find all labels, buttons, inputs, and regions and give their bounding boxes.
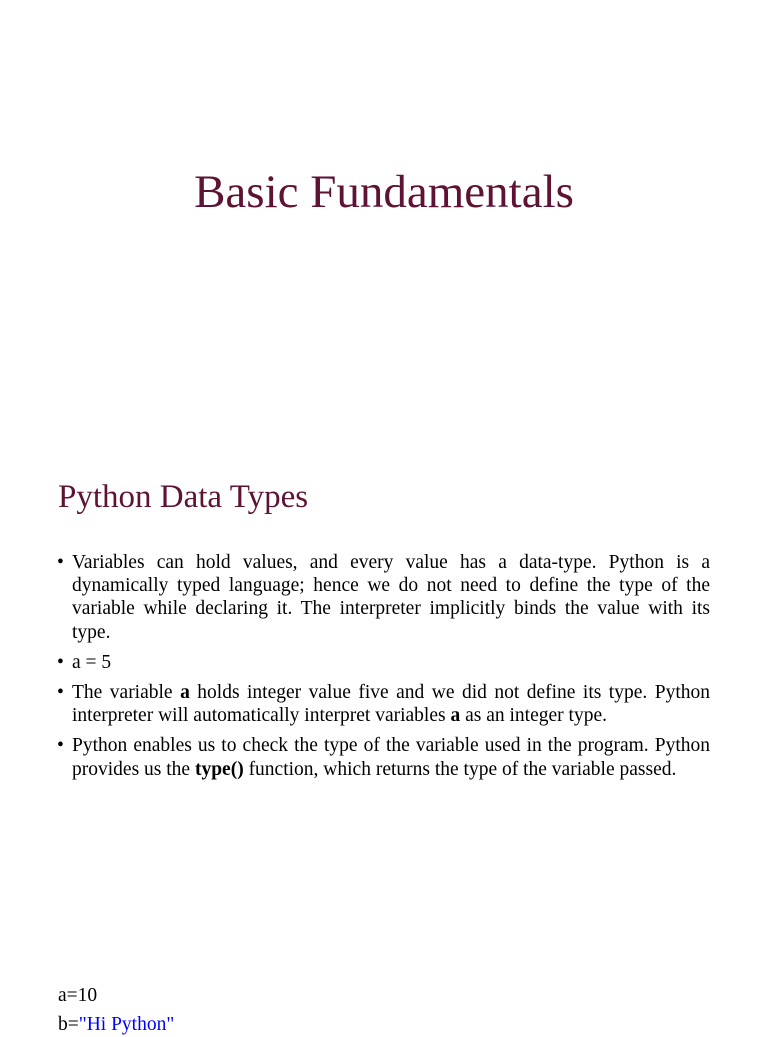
bullet-item-example bbox=[56, 651, 710, 674]
bullet-icon: • bbox=[57, 682, 64, 704]
section-title: Python Data Types bbox=[58, 479, 309, 515]
bullet-item-variable-a bbox=[56, 681, 710, 727]
code-line-2-prefix: b= bbox=[58, 1014, 79, 1035]
bullet-text: as an integer type. bbox=[460, 705, 607, 727]
code-line-2 bbox=[58, 1013, 174, 1037]
bullet-text: function, which returns the type of the variable passed. bbox=[243, 758, 677, 780]
bullet-item-type-function bbox=[56, 734, 710, 780]
bullet-text: Python enables us to check the type of the variable used in the program. Python provides us the bbox=[72, 735, 710, 780]
bullet-icon: • bbox=[57, 651, 64, 673]
bullet-text: holds integer value five and we did not define its type. Python interpreter will automatically interpret variables bbox=[72, 682, 710, 727]
bullet-text: Variables can hold values, and every value has a data-type. Python is a dynamically typed language; hence we do not need to define the type of the variable while declaring it. The interpreter implicitly binds the value with its type. bbox=[72, 552, 710, 643]
code-string-literal: "Hi Python" bbox=[78, 1014, 175, 1035]
bullet-text: The variable bbox=[72, 682, 181, 704]
bullet-icon: • bbox=[57, 735, 64, 757]
bullet-item-intro bbox=[56, 551, 710, 644]
code-line-1: a=10 bbox=[58, 985, 98, 1006]
bullet-list bbox=[56, 551, 710, 788]
bullet-text-bold: a bbox=[450, 705, 461, 727]
slide-title: Basic Fundamentals bbox=[194, 166, 574, 218]
bullet-text-bold: type() bbox=[194, 758, 244, 780]
bullet-icon: • bbox=[57, 552, 64, 573]
bullet-text-bold: a bbox=[180, 682, 190, 704]
bullet-text: a = 5 bbox=[72, 651, 112, 673]
